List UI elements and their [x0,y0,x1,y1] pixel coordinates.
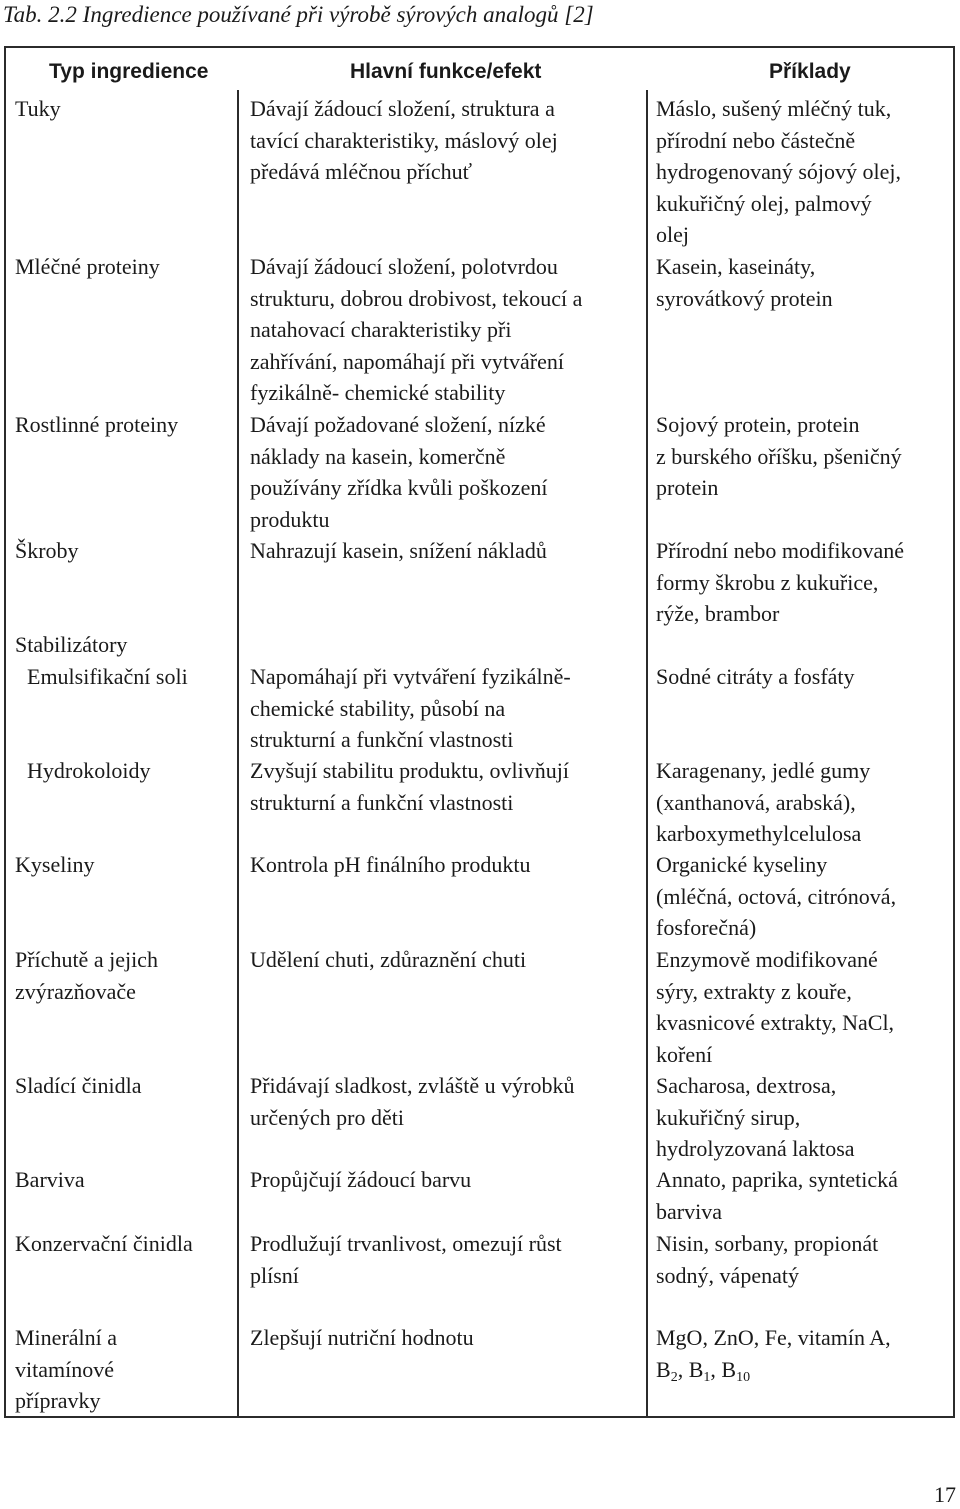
cell-type-fats: Tuky [15,96,61,121]
cell-function-fats: Dávají žádoucí složení, struktura a tavící charakteristiky, máslový olej předává mléčnou příchuť [250,96,558,184]
cell-function-flavors: Udělení chuti, zdůraznění chuti [250,947,527,972]
cell-examples-flavors: Enzymově modifikované sýry, extrakty z kouře, kvasnicové extrakty, NaCl, koření [656,947,895,1067]
cell-function-preservatives: Prodlužují trvanlivost, omezují růst plísní [250,1231,562,1288]
cell-type-acids: Kyseliny [15,852,95,877]
cell-type-colorants: Barviva [15,1167,85,1192]
cell-type-emulsifying-salts: Emulsifikační soli [27,664,188,689]
cell-examples-preservatives: Nisin, sorbany, propionát sodný, vápenatý [656,1231,879,1288]
cell-type-flavors: Příchutě a jejich zvýrazňovače [15,947,158,1004]
cell-examples-plant-proteins: Sojový protein, protein z burského oříšku, pšeničný protein [656,412,902,500]
cell-examples-acids: Organické kyseliny (mléčná, octová, citrónová, fosforečná) [656,852,897,940]
cell-function-minerals-vitamins: Zlepšují nutriční hodnotu [250,1325,474,1350]
header-type: Typ ingredience [49,60,209,83]
cell-examples-colorants: Annato, paprika, syntetická barviva [656,1167,898,1224]
cell-function-sweeteners: Přidávají sladkost, zvláště u výrobků určených pro děti [250,1073,575,1130]
examples-line-1: MgO, ZnO, Fe, vitamín A, [656,1325,891,1350]
cell-function-milk-proteins: Dávají žádoucí složení, polotvrdou strukturu, dobrou drobivost, tekoucí a natahovací charakteristiky při zahřívání, napomáhají při vytváření fyzikálně- chemické stability [250,254,583,405]
cell-function-plant-proteins: Dávají požadované složení, nízké náklady na kasein, komerčně používány zřídka kvůli poškození produktu [250,412,548,532]
table-caption: Tab. 2.2 Ingredience používané při výrobě sýrových analogů [2] [3,2,594,27]
cell-type-preservatives: Konzervační činidla [15,1231,193,1256]
cell-examples-fats: Máslo, sušený mléčný tuk, přírodní nebo částečně hydrogenovaný sójový olej, kukuřičný olej, palmový olej [656,96,902,247]
cell-examples-sweeteners: Sacharosa, dextrosa, kukuřičný sirup, hydrolyzovaná laktosa [656,1073,855,1161]
cell-examples-minerals-vitamins [656,1322,952,1393]
examples-line-2: $B_2$, $B_1$, $B_{10}$ [656,1356,751,1385]
cell-type-minerals-vitamins: Minerální a vitamínové přípravky [15,1325,118,1413]
cell-type-hydrocolloids: Hydrokoloidy [27,758,151,783]
cell-function-starches: Nahrazují kasein, snížení nákladů [250,538,547,563]
cell-examples-emulsifying-salts: Sodné citráty a fosfáty [656,664,855,689]
cell-type-milk-proteins: Mléčné proteiny [15,254,160,279]
page-number: 17 [934,1482,956,1507]
cell-function-emulsifying-salts: Napomáhají při vytváření fyzikálně- chemické stability, působí na strukturní a funkční vlastnosti [250,664,571,752]
cell-type-plant-proteins: Rostlinné proteiny [15,412,179,437]
cell-function-colorants: Propůjčují žádoucí barvu [250,1167,472,1192]
table-header-row [4,56,955,88]
cell-examples-starches: Přírodní nebo modifikované formy škrobu z kukuřice, rýže, brambor [656,538,905,626]
cell-type-sweeteners: Sladící činidla [15,1073,142,1098]
cell-function-hydrocolloids: Zvyšují stabilitu produktu, ovlivňují strukturní a funkční vlastnosti [250,758,569,815]
cell-type-stabilizers: Stabilizátory [15,632,128,657]
header-function: Hlavní funkce/efekt [350,60,542,83]
header-examples: Příklady [769,60,851,83]
column-divider-1 [237,90,239,1416]
cell-type-starches: Škroby [15,538,79,563]
cell-function-acids: Kontrola pH finálního produktu [250,852,531,877]
cell-examples-hydrocolloids: Karagenany, jedlé gumy (xanthanová, arabská), karboxymethylcelulosa [656,758,871,846]
cell-examples-milk-proteins: Kasein, kaseináty, syrovátkový protein [656,254,833,311]
